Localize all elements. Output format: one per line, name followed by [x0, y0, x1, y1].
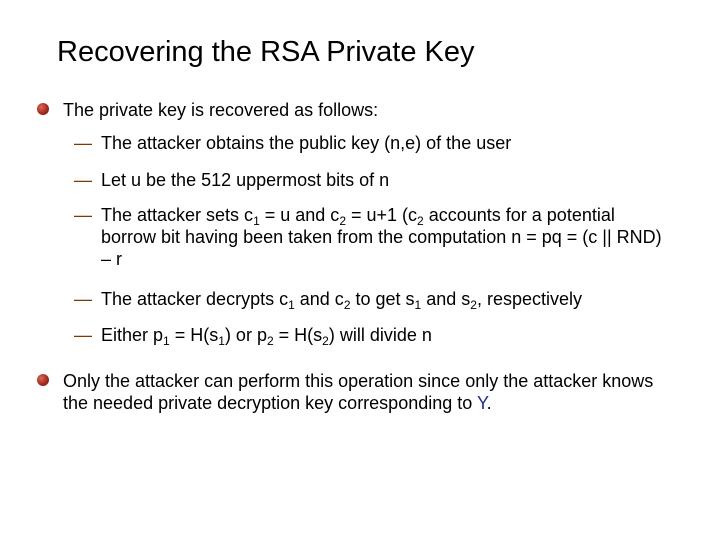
dash-icon: — — [74, 325, 92, 345]
bullet-item — [63, 99, 663, 121]
bullet-text: Only the attacker can perform this operation since only the attacker knows the needed private decryption key corresponding to Y. — [63, 371, 654, 413]
slide-title: Recovering the RSA Private Key — [57, 36, 475, 68]
sub-item-text: Either $p_1 = H(s_1)$ or $p_2 = H(s_2)$ will divide n — [101, 325, 432, 348]
dash-icon: — — [74, 133, 92, 153]
sub-item-text: The attacker sets $c_1 = u$ and $c_2 = u+1$ ($c_2$ accounts for a potential borrow bit having been taken from the computation n = pq = (c || RND) – r — [101, 205, 662, 269]
bullet-dot-icon — [37, 103, 49, 115]
bullet-dot-icon — [37, 374, 49, 386]
sub-item-text: The attacker decrypts $c_1$ and $c_2$ to get $s_1$ and $s_2$, respectively — [101, 289, 583, 312]
sub-item — [74, 204, 674, 270]
sub-item-text: The attacker obtains the public key (n,e) of the user — [101, 133, 512, 153]
bullet-text: The private key is recovered as follows: — [63, 100, 379, 120]
bullet-item — [63, 370, 683, 414]
highlight-y: Y — [476, 393, 487, 413]
dash-icon: — — [74, 289, 92, 309]
dash-icon: — — [74, 205, 92, 225]
sub-item-text: Let u be the 512 uppermost bits of n — [101, 170, 390, 190]
dash-icon: — — [74, 170, 92, 190]
